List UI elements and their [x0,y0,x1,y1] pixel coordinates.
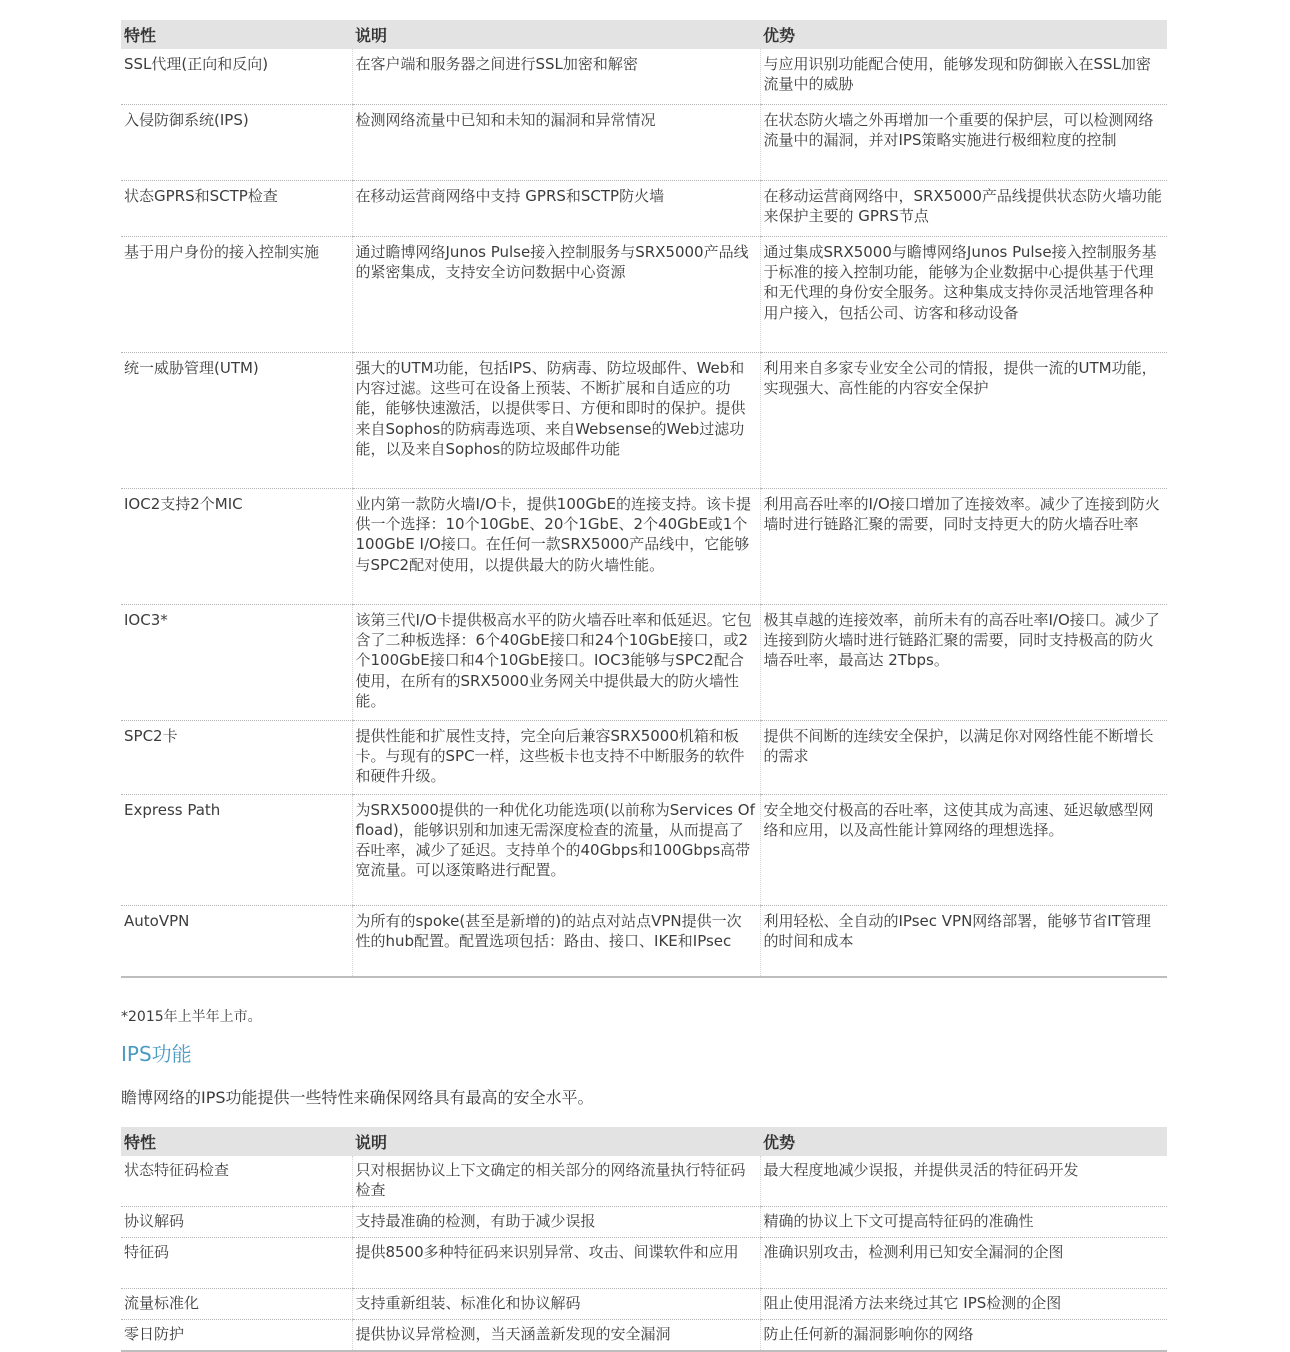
description-cell: 在移动运营商网络中支持 GPRS和SCTP防火墙 [352,181,760,237]
advantage-cell: 准确识别攻击，检测利用已知安全漏洞的企图 [760,1237,1167,1288]
feature-cell: 统一威胁管理(UTM) [121,353,352,489]
description-cell: 提供协议异常检测，当天涵盖新发现的安全漏洞 [352,1319,760,1351]
feature-cell: 状态特征码检查 [121,1156,352,1207]
advantage-cell: 通过集成SRX5000与瞻博网络Junos Pulse接入控制服务基于标准的接入控制功能，能够为企业数据中心提供基于代理和无代理的身份安全服务。这种集成支持你灵活地管理各种用户接入，包括公司、访客和移动设备 [760,237,1167,353]
feature-cell: SSL代理(正向和反向) [121,49,352,105]
feature-cell: Express Path [121,794,352,905]
table-row [121,181,1167,237]
description-cell: 在客户端和服务器之间进行SSL加密和解密 [352,49,760,105]
features-table [121,20,1167,978]
header-advantage: 优势 [760,20,1167,49]
description-cell: 检测网络流量中已知和未知的漏洞和异常情况 [352,105,760,181]
feature-cell: IOC2支持2个MIC [121,489,352,605]
description-cell: 支持重新组装、标准化和协议解码 [352,1288,760,1319]
advantage-cell: 安全地交付极高的吞吐率，这使其成为高速、延迟敏感型网络和应用，以及高性能计算网络的理想选择。 [760,794,1167,905]
ips-features-table [121,1127,1167,1352]
advantage-cell: 防止任何新的漏洞影响你的网络 [760,1319,1167,1351]
table-header-row [121,20,1167,49]
feature-cell: IOC3* [121,605,352,721]
table-row [121,1237,1167,1288]
advantage-cell: 利用轻松、全自动的IPsec VPN网络部署，能够节省IT管理的时间和成本 [760,905,1167,977]
footnote: *2015年上半年上市。 [121,1008,262,1025]
advantage-cell: 利用高吞吐率的I/O接口增加了连接效率。减少了连接到防火墙时进行链路汇聚的需要，同时支持更大的防火墙吞吐率 [760,489,1167,605]
table-row [121,105,1167,181]
advantage-cell: 与应用识别功能配合使用，能够发现和防御嵌入在SSL加密流量中的威胁 [760,49,1167,105]
description-cell: 强大的UTM功能，包括IPS、防病毒、防垃圾邮件、Web和内容过滤。这些可在设备上预装、不断扩展和自适应的功能，能够快速激活，以提供零日、方便和即时的保护。提供来自Sophos的防病毒选项、来自Websense的Web过滤功能，以及来自Sophos的防垃圾邮件功能 [352,353,760,489]
feature-cell: 入侵防御系统(IPS) [121,105,352,181]
feature-cell: SPC2卡 [121,721,352,795]
section-intro: 瞻博网络的IPS功能提供一些特性来确保网络具有最高的安全水平。 [121,1087,594,1107]
table-row [121,1319,1167,1351]
feature-cell: 基于用户身份的接入控制实施 [121,237,352,353]
table-row [121,794,1167,905]
document-page [121,20,1167,1352]
advantage-cell: 阻止使用混淆方法来绕过其它 IPS检测的企图 [760,1288,1167,1319]
header-feature: 特性 [121,20,352,49]
description-cell: 只对根据协议上下文确定的相关部分的网络流量执行特征码检查 [352,1156,760,1207]
table-row [121,237,1167,353]
description-cell: 通过瞻博网络Junos Pulse接入控制服务与SRX5000产品线的紧密集成，支持安全访问数据中心资源 [352,237,760,353]
header-feature: 特性 [121,1127,352,1156]
feature-cell: 特征码 [121,1237,352,1288]
table-row [121,1156,1167,1207]
table-row [121,905,1167,977]
description-cell: 提供性能和扩展性支持，完全向后兼容SRX5000机箱和板卡。与现有的SPC一样，这些板卡也支持不中断服务的软件和硬件升级。 [352,721,760,795]
advantage-cell: 最大程度地减少误报，并提供灵活的特征码开发 [760,1156,1167,1207]
description-cell: 该第三代I/O卡提供极高水平的防火墙吞吐率和低延迟。它包含了二种板选择：6个40GbE接口和24个10GbE接口，或2个100GbE接口和4个10GbE接口。IOC3能够与SPC2配合使用，在所有的SRX5000业务网关中提供最大的防火墙性能。 [352,605,760,721]
feature-cell: 状态GPRS和SCTP检查 [121,181,352,237]
table-row [121,353,1167,489]
table-row [121,49,1167,105]
advantage-cell: 在状态防火墙之外再增加一个重要的保护层，可以检测网络流量中的漏洞，并对IPS策略实施进行极细粒度的控制 [760,105,1167,181]
feature-cell: 零日防护 [121,1319,352,1351]
advantage-cell: 精确的协议上下文可提高特征码的准确性 [760,1206,1167,1237]
table-row [121,1288,1167,1319]
table-row [121,605,1167,721]
description-cell: 提供8500多种特征码来识别异常、攻击、间谍软件和应用 [352,1237,760,1288]
advantage-cell: 在移动运营商网络中，SRX5000产品线提供状态防火墙功能来保护主要的 GPRS节点 [760,181,1167,237]
advantage-cell: 极其卓越的连接效率，前所未有的高吞吐率I/O接口。减少了连接到防火墙时进行链路汇聚的需要，同时支持极高的防火墙吞吐率，最高达 2Tbps。 [760,605,1167,721]
description-cell: 为所有的spoke(甚至是新增的)的站点对站点VPN提供一次性的hub配置。配置选项包括：路由、接口、IKE和IPsec [352,905,760,977]
table-header-row [121,1127,1167,1156]
description-cell: 为SRX5000提供的一种优化功能选项(以前称为Services Offload)，能够识别和加速无需深度检查的流量，从而提高了吞吐率，减少了延迟。支持单个的40Gbps和100Gbps高带宽流量。可以逐策略进行配置。 [352,794,760,905]
feature-cell: AutoVPN [121,905,352,977]
section-title: IPS功能 [121,1041,192,1066]
table-row [121,489,1167,605]
header-description: 说明 [352,1127,760,1156]
advantage-cell: 提供不间断的连续安全保护，以满足你对网络性能不断增长的需求 [760,721,1167,795]
advantage-cell: 利用来自多家专业安全公司的情报，提供一流的UTM功能，实现强大、高性能的内容安全保护 [760,353,1167,489]
description-cell: 支持最准确的检测，有助于减少误报 [352,1206,760,1237]
table-row [121,1206,1167,1237]
table-row [121,721,1167,795]
header-description: 说明 [352,20,760,49]
feature-cell: 协议解码 [121,1206,352,1237]
header-advantage: 优势 [760,1127,1167,1156]
description-cell: 业内第一款防火墙I/O卡，提供100GbE的连接支持。该卡提供一个选择：10个10GbE、20个1GbE、2个40GbE或1个100GbE I/O接口。在任何一款SRX5000产品线中，它能够与SPC2配对使用，以提供最大的防火墙性能。 [352,489,760,605]
feature-cell: 流量标准化 [121,1288,352,1319]
